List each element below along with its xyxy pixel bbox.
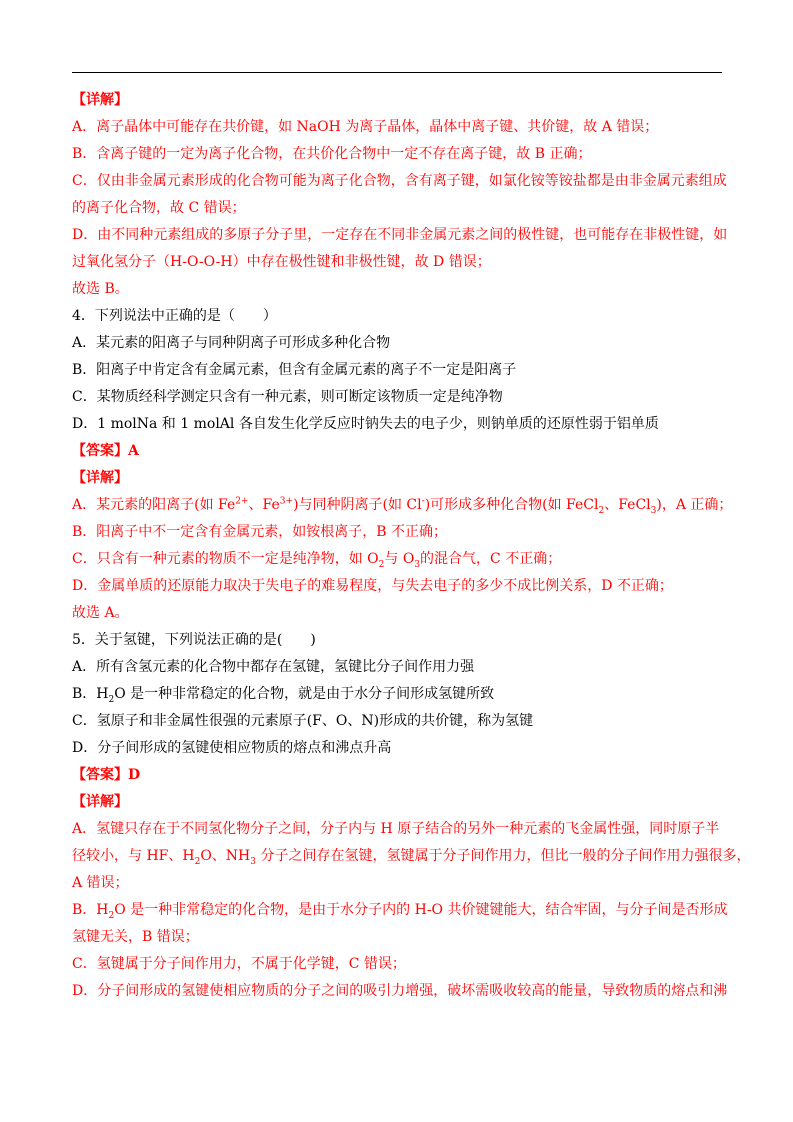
text-segment: O 是一种非常稳定的化合物，是由于水分子内的 H-O 共价键键能大，结合牢固，与分子间是否形成 [114, 902, 728, 918]
text-segment: 、Fe [248, 497, 280, 513]
explanation-line: 过氧化氢分子（H-O-O-H）中存在极性键和非极性键，故 D 错误； [72, 254, 491, 270]
explanation-line: D．分子间形成的氢键使相应物质的分子之间的吸引力增强，破坏需吸收较高的能量，导致物质的熔点和沸 [72, 983, 728, 999]
question-5-option-c: C．氢原子和非金属性很强的元素原子(F、O、N)形成的共价键，称为氢键 [72, 713, 534, 729]
text-segment: 与 O [384, 551, 415, 567]
text-segment: )，A 正确； [656, 497, 733, 513]
explanation-line: B．含离子键的一定为离子化合物，在共价化合物中一定不存在离子键，故 B 正确； [72, 146, 592, 162]
question-5-option-a: A．所有含氢元素的化合物中都存在氢键，氢键比分子间作用力强 [72, 659, 475, 675]
question-4-stem: 4．下列说法中正确的是（ ） [72, 308, 277, 324]
conclusion-line: 故选 B。 [72, 281, 129, 297]
superscript: 3+ [279, 496, 294, 507]
question-4-option-d: D．1 molNa 和 1 molAl 各自发生化学反应时钠失去的电子少，则钠单质的还原性弱于铝单质 [72, 416, 659, 432]
question-4-option-a: A．某元素的阳离子与同种阴离子可形成多种化合物 [72, 335, 391, 351]
question-5-option-b [72, 681, 724, 708]
question-5-option-d: D．分子间形成的氢键使相应物质的熔点和沸点升高 [72, 740, 392, 756]
text-segment: )与同种阴离子(如 Cl [293, 497, 422, 513]
text-segment: O、NH [200, 848, 251, 864]
subscript: 2 [108, 910, 115, 921]
answer-value: A [128, 443, 139, 459]
answer-label: 【答案】 [72, 767, 128, 783]
subscript: 3 [650, 505, 657, 516]
explanation-line [72, 546, 724, 573]
header-rule [72, 72, 722, 73]
explanation-line [72, 492, 733, 519]
subscript: 2 [108, 694, 115, 705]
superscript: 2+ [235, 496, 249, 507]
question-4-option-b: B．阳离子中肯定含有金属元素，但含有金属元素的离子不一定是阳离子 [72, 362, 517, 378]
explanation-heading: 【详解】 [72, 92, 128, 108]
text-segment: O 是一种非常稳定的化合物，就是由于水分子间形成氢键所致 [114, 686, 495, 702]
question-5-stem: 5．关于氢键，下列说法正确的是( ) [72, 632, 316, 648]
text-segment: 、FeCl [604, 497, 651, 513]
question-4-option-c: C．某物质经科学测定只含有一种元素，则可断定该物质一定是纯净物 [72, 389, 503, 405]
text-segment: 分子之间存在氢键，氢键属于分子间作用力，但比一般的分子间作用力强很多， [256, 848, 751, 864]
explanation-line: C．仅由非金属元素形成的化合物可能为离子化合物，含有离子键，如氯化铵等铵盐都是由非金属元素组成 [72, 173, 727, 189]
superscript: - [421, 496, 425, 507]
explanation-heading: 【详解】 [72, 794, 128, 810]
explanation-line: 的离子化合物，故 C 错误； [72, 200, 246, 216]
text-segment: B．H [72, 686, 109, 702]
question-5-answer [72, 762, 724, 789]
subscript: 3 [414, 559, 421, 570]
explanation-line: A 错误； [72, 875, 129, 891]
explanation-line: A．离子晶体中可能存在共价键，如 NaOH 为离子晶体，晶体中离子键、共价键，故 A 错误； [72, 119, 659, 135]
explanation-line: D．由不同种元素组成的多原子分子里，一定存在不同非金属元素之间的极性键，也可能存在非极性键，如 [72, 227, 728, 243]
text-segment: 的混合气，C 不正确； [420, 551, 562, 567]
text-segment: C．只含有一种元素的物质不一定是纯净物，如 O [72, 551, 379, 567]
text-segment: 径较小，与 HF、H [72, 848, 195, 864]
page-content [72, 87, 751, 1005]
answer-label: 【答案】 [72, 443, 128, 459]
subscript: 2 [378, 559, 385, 570]
explanation-line: D．金属单质的还原能力取决于失电子的难易程度，与失去电子的多少不成比例关系，D 不正确； [72, 578, 673, 594]
answer-value: D [128, 767, 141, 783]
explanation-line [72, 843, 751, 870]
explanation-line: B．阳离子中不一定含有金属元素，如铵根离子，B 不正确； [72, 524, 448, 540]
explanation-heading: 【详解】 [72, 470, 128, 486]
text-segment: A．某元素的阳离子(如 Fe [72, 497, 236, 513]
question-4-answer [72, 438, 724, 465]
explanation-line: C．氢键属于分子间作用力，不属于化学键，C 错误； [72, 956, 406, 972]
subscript: 3 [250, 856, 256, 867]
explanation-line: 氢键无关，B 错误； [72, 929, 199, 945]
text-segment: B．H [72, 902, 109, 918]
explanation-line [72, 897, 728, 924]
explanation-line: A．氢键只存在于不同氢化物分子之间，分子内与 H 原子结合的另外一种元素的飞金属性强，同时原子半 [72, 821, 720, 837]
conclusion-line: 故选 A。 [72, 605, 129, 621]
text-segment: )可形成多种化合物(如 FeCl [424, 497, 599, 513]
subscript: 2 [598, 505, 605, 516]
subscript: 2 [194, 856, 201, 867]
